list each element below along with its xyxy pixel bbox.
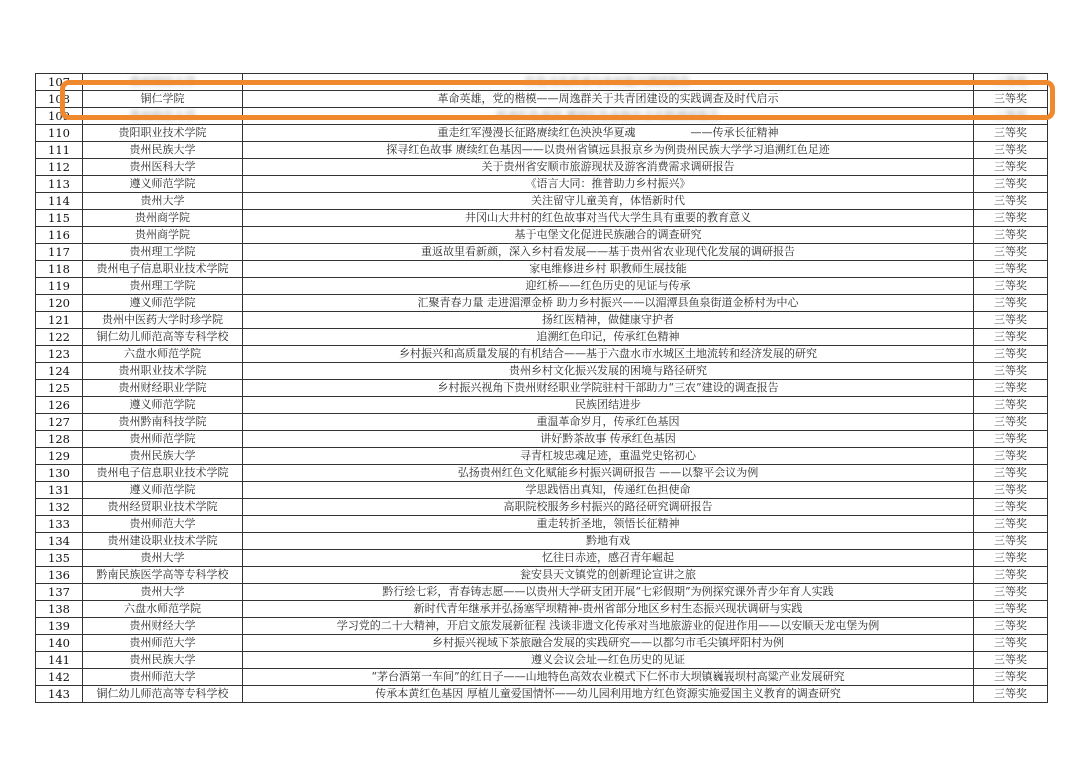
award-level-cell: 三等奖	[974, 669, 1048, 686]
project-title-cell: 遵义会议会址—红色历史的见证	[243, 652, 974, 669]
row-number-cell: 134	[36, 533, 83, 550]
award-level-cell: 三等奖	[974, 91, 1048, 108]
award-level-cell: 三等奖	[974, 652, 1048, 669]
award-level-cell: 三等奖	[974, 329, 1048, 346]
project-title-cell: 乡村振兴视域下茶旅融合发展的实践研究——以都匀市毛尖镇坪阳村为例	[243, 635, 974, 652]
award-level-cell: 三等奖	[974, 210, 1048, 227]
project-title-cell: 忆往日赤迹，感召青年崛起	[243, 550, 974, 567]
award-level-cell: 三等奖	[974, 516, 1048, 533]
row-number-cell: 127	[36, 414, 83, 431]
row-number-cell: 125	[36, 380, 83, 397]
row-number-cell: 117	[36, 244, 83, 261]
row-number-cell: 141	[36, 652, 83, 669]
project-title-cell: 关注留守儿童美育，体悟新时代	[243, 193, 974, 210]
project-title-cell: 民族团结进步	[243, 397, 974, 414]
project-title-cell: 寻青杠坡忠魂足迹，重温党史铭初心	[243, 448, 974, 465]
award-level-cell: 三等奖	[974, 686, 1048, 703]
table-row	[36, 210, 1048, 227]
table-row	[36, 278, 1048, 295]
school-cell: 贵州中医药大学时珍学院	[83, 312, 243, 329]
school-cell: 贵州大学	[83, 193, 243, 210]
award-level-cell: 三等奖	[974, 244, 1048, 261]
school-cell: 贵州大学	[83, 550, 243, 567]
project-title-cell: 红色文化传承与乡村振兴调研报告	[243, 74, 974, 91]
school-cell: 铜仁幼儿师范高等专科学校	[83, 329, 243, 346]
table-row	[36, 686, 1048, 703]
school-cell: 黔南民族医学高等专科学校	[83, 567, 243, 584]
table-row	[36, 261, 1048, 278]
award-list-sheet	[35, 73, 1047, 703]
project-title-cell: 基于屯堡文化促进民族融合的调查研究	[243, 227, 974, 244]
award-table	[35, 73, 1048, 703]
table-row	[36, 142, 1048, 159]
project-title-cell: 家电维修进乡村 职教师生展技能	[243, 261, 974, 278]
school-cell: 贵州师范大学	[83, 516, 243, 533]
school-cell: 遵义师范学院	[83, 176, 243, 193]
award-level-cell: 三等奖	[974, 108, 1048, 125]
award-level-cell: 三等奖	[974, 74, 1048, 91]
award-level-cell: 三等奖	[974, 533, 1048, 550]
award-level-cell: 三等奖	[974, 618, 1048, 635]
award-level-cell: 三等奖	[974, 448, 1048, 465]
row-number-cell: 131	[36, 482, 83, 499]
award-level-cell: 三等奖	[974, 193, 1048, 210]
project-title-cell: 讲好黔茶故事 传承红色基因	[243, 431, 974, 448]
table-row	[36, 108, 1048, 125]
award-table-body	[36, 74, 1048, 703]
table-row	[36, 533, 1048, 550]
award-level-cell: 三等奖	[974, 227, 1048, 244]
table-row	[36, 159, 1048, 176]
table-row	[36, 227, 1048, 244]
row-number-cell: 143	[36, 686, 83, 703]
row-number-cell: 122	[36, 329, 83, 346]
project-title-cell: 传承本黄红色基因 厚植儿童爱国情怀——幼儿园利用地方红色资源实施爱国主义教育的调查研究	[243, 686, 974, 703]
table-row	[36, 312, 1048, 329]
award-level-cell: 三等奖	[974, 125, 1048, 142]
table-row	[36, 125, 1048, 142]
award-level-cell: 三等奖	[974, 312, 1048, 329]
row-number-cell: 135	[36, 550, 83, 567]
school-cell: 贵州财经大学	[83, 74, 243, 91]
project-title-cell: 迎红桥——红色历史的见证与传承	[243, 278, 974, 295]
row-number-cell: 133	[36, 516, 83, 533]
table-row	[36, 516, 1048, 533]
award-level-cell: 三等奖	[974, 380, 1048, 397]
school-cell: 遵义师范学院	[83, 397, 243, 414]
project-title-cell: 重温革命岁月，传承红色基因	[243, 414, 974, 431]
project-title-cell: 关于贵州省安顺市旅游现状及游客消费需求调研报告	[243, 159, 974, 176]
row-number-cell: 137	[36, 584, 83, 601]
table-row	[36, 295, 1048, 312]
school-cell: 贵州财经大学	[83, 618, 243, 635]
table-row	[36, 465, 1048, 482]
award-level-cell: 三等奖	[974, 176, 1048, 193]
table-row	[36, 482, 1048, 499]
row-number-cell: 138	[36, 601, 83, 618]
school-cell: 贵州医科大学	[83, 159, 243, 176]
project-title-cell: 黔行绘七彩，青春铸志愿——以贵州大学研支团开展“七彩假期”为例探究课外青少年育人实践	[243, 584, 974, 601]
row-number-cell: 111	[36, 142, 83, 159]
row-number-cell: 128	[36, 431, 83, 448]
table-row	[36, 431, 1048, 448]
school-cell: 贵州黔南科技学院	[83, 414, 243, 431]
school-cell: 贵州经贸职业技术学院	[83, 499, 243, 516]
row-number-cell: 130	[36, 465, 83, 482]
project-title-cell: 重走红军漫漫长征路赓续红色泱泱华夏魂 ——传承长征精神	[243, 125, 974, 142]
table-row	[36, 176, 1048, 193]
row-number-cell: 108	[36, 91, 83, 108]
school-cell: 贵州电子信息职业技术学院	[83, 261, 243, 278]
school-cell: 贵州职业技术学院	[83, 363, 243, 380]
school-cell: 遵义师范学院	[83, 482, 243, 499]
school-cell: 贵州师范大学	[83, 669, 243, 686]
table-row	[36, 567, 1048, 584]
school-cell: 贵州大学	[83, 584, 243, 601]
project-title-cell: 追溯红色印记，传承红色精神	[243, 329, 974, 346]
award-level-cell: 三等奖	[974, 363, 1048, 380]
row-number-cell: 110	[36, 125, 83, 142]
project-title-cell: 学习党的二十大精神，开启文旅发展新征程 浅谈非遗文化传承对当地旅游业的促进作用——以安顺天龙屯堡为例	[243, 618, 974, 635]
table-row	[36, 244, 1048, 261]
project-title-cell: 扬红医精神，做健康守护者	[243, 312, 974, 329]
school-cell: 贵州民族大学	[83, 448, 243, 465]
project-title-cell: 黔地有戏	[243, 533, 974, 550]
project-title-cell: 弘扬贵州红色文化赋能乡村振兴调研报告 ——以黎平会议为例	[243, 465, 974, 482]
school-cell: 遵义师范学院	[83, 295, 243, 312]
row-number-cell: 142	[36, 669, 83, 686]
row-number-cell: 120	[36, 295, 83, 312]
award-level-cell: 三等奖	[974, 482, 1048, 499]
project-title-cell: 《语言大同：推普助力乡村振兴》	[243, 176, 974, 193]
table-row	[36, 618, 1048, 635]
project-title-cell: 乡村振兴和高质量发展的有机结合——基于六盘水市水城区土地流转和经济发展的研究	[243, 346, 974, 363]
school-cell: 铜仁幼儿师范高等专科学校	[83, 686, 243, 703]
school-cell: 贵州电子信息职业技术学院	[83, 465, 243, 482]
row-number-cell: 129	[36, 448, 83, 465]
award-level-cell: 三等奖	[974, 159, 1048, 176]
award-level-cell: 三等奖	[974, 635, 1048, 652]
row-number-cell: 136	[36, 567, 83, 584]
row-number-cell: 126	[36, 397, 83, 414]
row-number-cell: 121	[36, 312, 83, 329]
school-cell: 贵州民族大学	[83, 142, 243, 159]
award-level-cell: 三等奖	[974, 414, 1048, 431]
project-title-cell: 汇聚青春力量 走进湄潭金桥 助力乡村振兴——以湄潭县鱼泉街道金桥村为中心	[243, 295, 974, 312]
award-level-cell: 三等奖	[974, 346, 1048, 363]
table-row	[36, 601, 1048, 618]
award-level-cell: 三等奖	[974, 397, 1048, 414]
project-title-cell: 探寻红色故事 赓续红色基因——以贵州省镇远县报京乡为例贵州民族大学学习追溯红色足迹	[243, 142, 974, 159]
table-row	[36, 414, 1048, 431]
school-cell: 贵州财经职业学院	[83, 380, 243, 397]
table-row	[36, 448, 1048, 465]
row-number-cell: 124	[36, 363, 83, 380]
school-cell: 贵州商学院	[83, 210, 243, 227]
school-cell: 贵州师范大学	[83, 108, 243, 125]
school-cell: 贵州商学院	[83, 227, 243, 244]
project-title-cell: 乡村振兴视角下贵州财经职业学院驻村干部助力“三农”建设的调查报告	[243, 380, 974, 397]
project-title-cell: 高职院校服务乡村振兴的路径研究调研报告	[243, 499, 974, 516]
award-level-cell: 三等奖	[974, 601, 1048, 618]
table-row	[36, 499, 1048, 516]
school-cell: 贵州理工学院	[83, 244, 243, 261]
school-cell: 贵阳职业技术学院	[83, 125, 243, 142]
project-title-cell: 学思践悟出真知，传递红色担使命	[243, 482, 974, 499]
row-number-cell: 140	[36, 635, 83, 652]
table-row	[36, 584, 1048, 601]
award-level-cell: 三等奖	[974, 261, 1048, 278]
project-title-cell: 重返故里看新颜，深入乡村看发展——基于贵州省农业现代化发展的调研报告	[243, 244, 974, 261]
table-row	[36, 91, 1048, 108]
award-level-cell: 三等奖	[974, 431, 1048, 448]
row-number-cell: 113	[36, 176, 83, 193]
table-row	[36, 397, 1048, 414]
school-cell: 贵州师范大学	[83, 635, 243, 652]
row-number-cell: 118	[36, 261, 83, 278]
school-cell: 铜仁学院	[83, 91, 243, 108]
row-number-cell: 109	[36, 108, 83, 125]
table-row	[36, 193, 1048, 210]
project-title-cell: “茅台酒第一车间”的红日子——山地特色高效农业模式下仁怀市大坝镇巍峩坝村高粱产业发展研究	[243, 669, 974, 686]
table-row	[36, 669, 1048, 686]
row-number-cell: 114	[36, 193, 83, 210]
award-level-cell: 三等奖	[974, 465, 1048, 482]
project-title-cell: 井冈山大井村的红色故事对当代大学生具有重要的教育意义	[243, 210, 974, 227]
school-cell: 贵州民族大学	[83, 652, 243, 669]
school-cell: 六盘水师范学院	[83, 346, 243, 363]
project-title-cell: 瓮安县天文镇党的创新理论宣讲之旅	[243, 567, 974, 584]
table-row	[36, 74, 1048, 91]
project-title-cell: 革命英雄，党的楷模——周逸群关于共青团建设的实践调查及时代启示	[243, 91, 974, 108]
row-number-cell: 123	[36, 346, 83, 363]
table-row	[36, 380, 1048, 397]
project-title-cell: 重走转折圣地，领悟长征精神	[243, 516, 974, 533]
table-row	[36, 652, 1048, 669]
award-level-cell: 三等奖	[974, 550, 1048, 567]
row-number-cell: 112	[36, 159, 83, 176]
school-cell: 贵州师范学院	[83, 431, 243, 448]
project-title-cell: 传承红色基因 赓续红色血脉社会实践调研报告	[243, 108, 974, 125]
project-title-cell: 贵州乡村文化振兴发展的困境与路径研究	[243, 363, 974, 380]
award-level-cell: 三等奖	[974, 295, 1048, 312]
table-row	[36, 635, 1048, 652]
row-number-cell: 115	[36, 210, 83, 227]
row-number-cell: 139	[36, 618, 83, 635]
award-level-cell: 三等奖	[974, 499, 1048, 516]
award-level-cell: 三等奖	[974, 567, 1048, 584]
school-cell: 贵州理工学院	[83, 278, 243, 295]
row-number-cell: 132	[36, 499, 83, 516]
table-row	[36, 346, 1048, 363]
row-number-cell: 116	[36, 227, 83, 244]
award-level-cell: 三等奖	[974, 142, 1048, 159]
school-cell: 六盘水师范学院	[83, 601, 243, 618]
row-number-cell: 119	[36, 278, 83, 295]
school-cell: 贵州建设职业技术学院	[83, 533, 243, 550]
award-level-cell: 三等奖	[974, 584, 1048, 601]
award-level-cell: 三等奖	[974, 278, 1048, 295]
table-row	[36, 329, 1048, 346]
row-number-cell: 107	[36, 74, 83, 91]
table-row	[36, 550, 1048, 567]
table-row	[36, 363, 1048, 380]
project-title-cell: 新时代青年继承并弘扬塞罕坝精神-贵州省部分地区乡村生态振兴现状调研与实践	[243, 601, 974, 618]
